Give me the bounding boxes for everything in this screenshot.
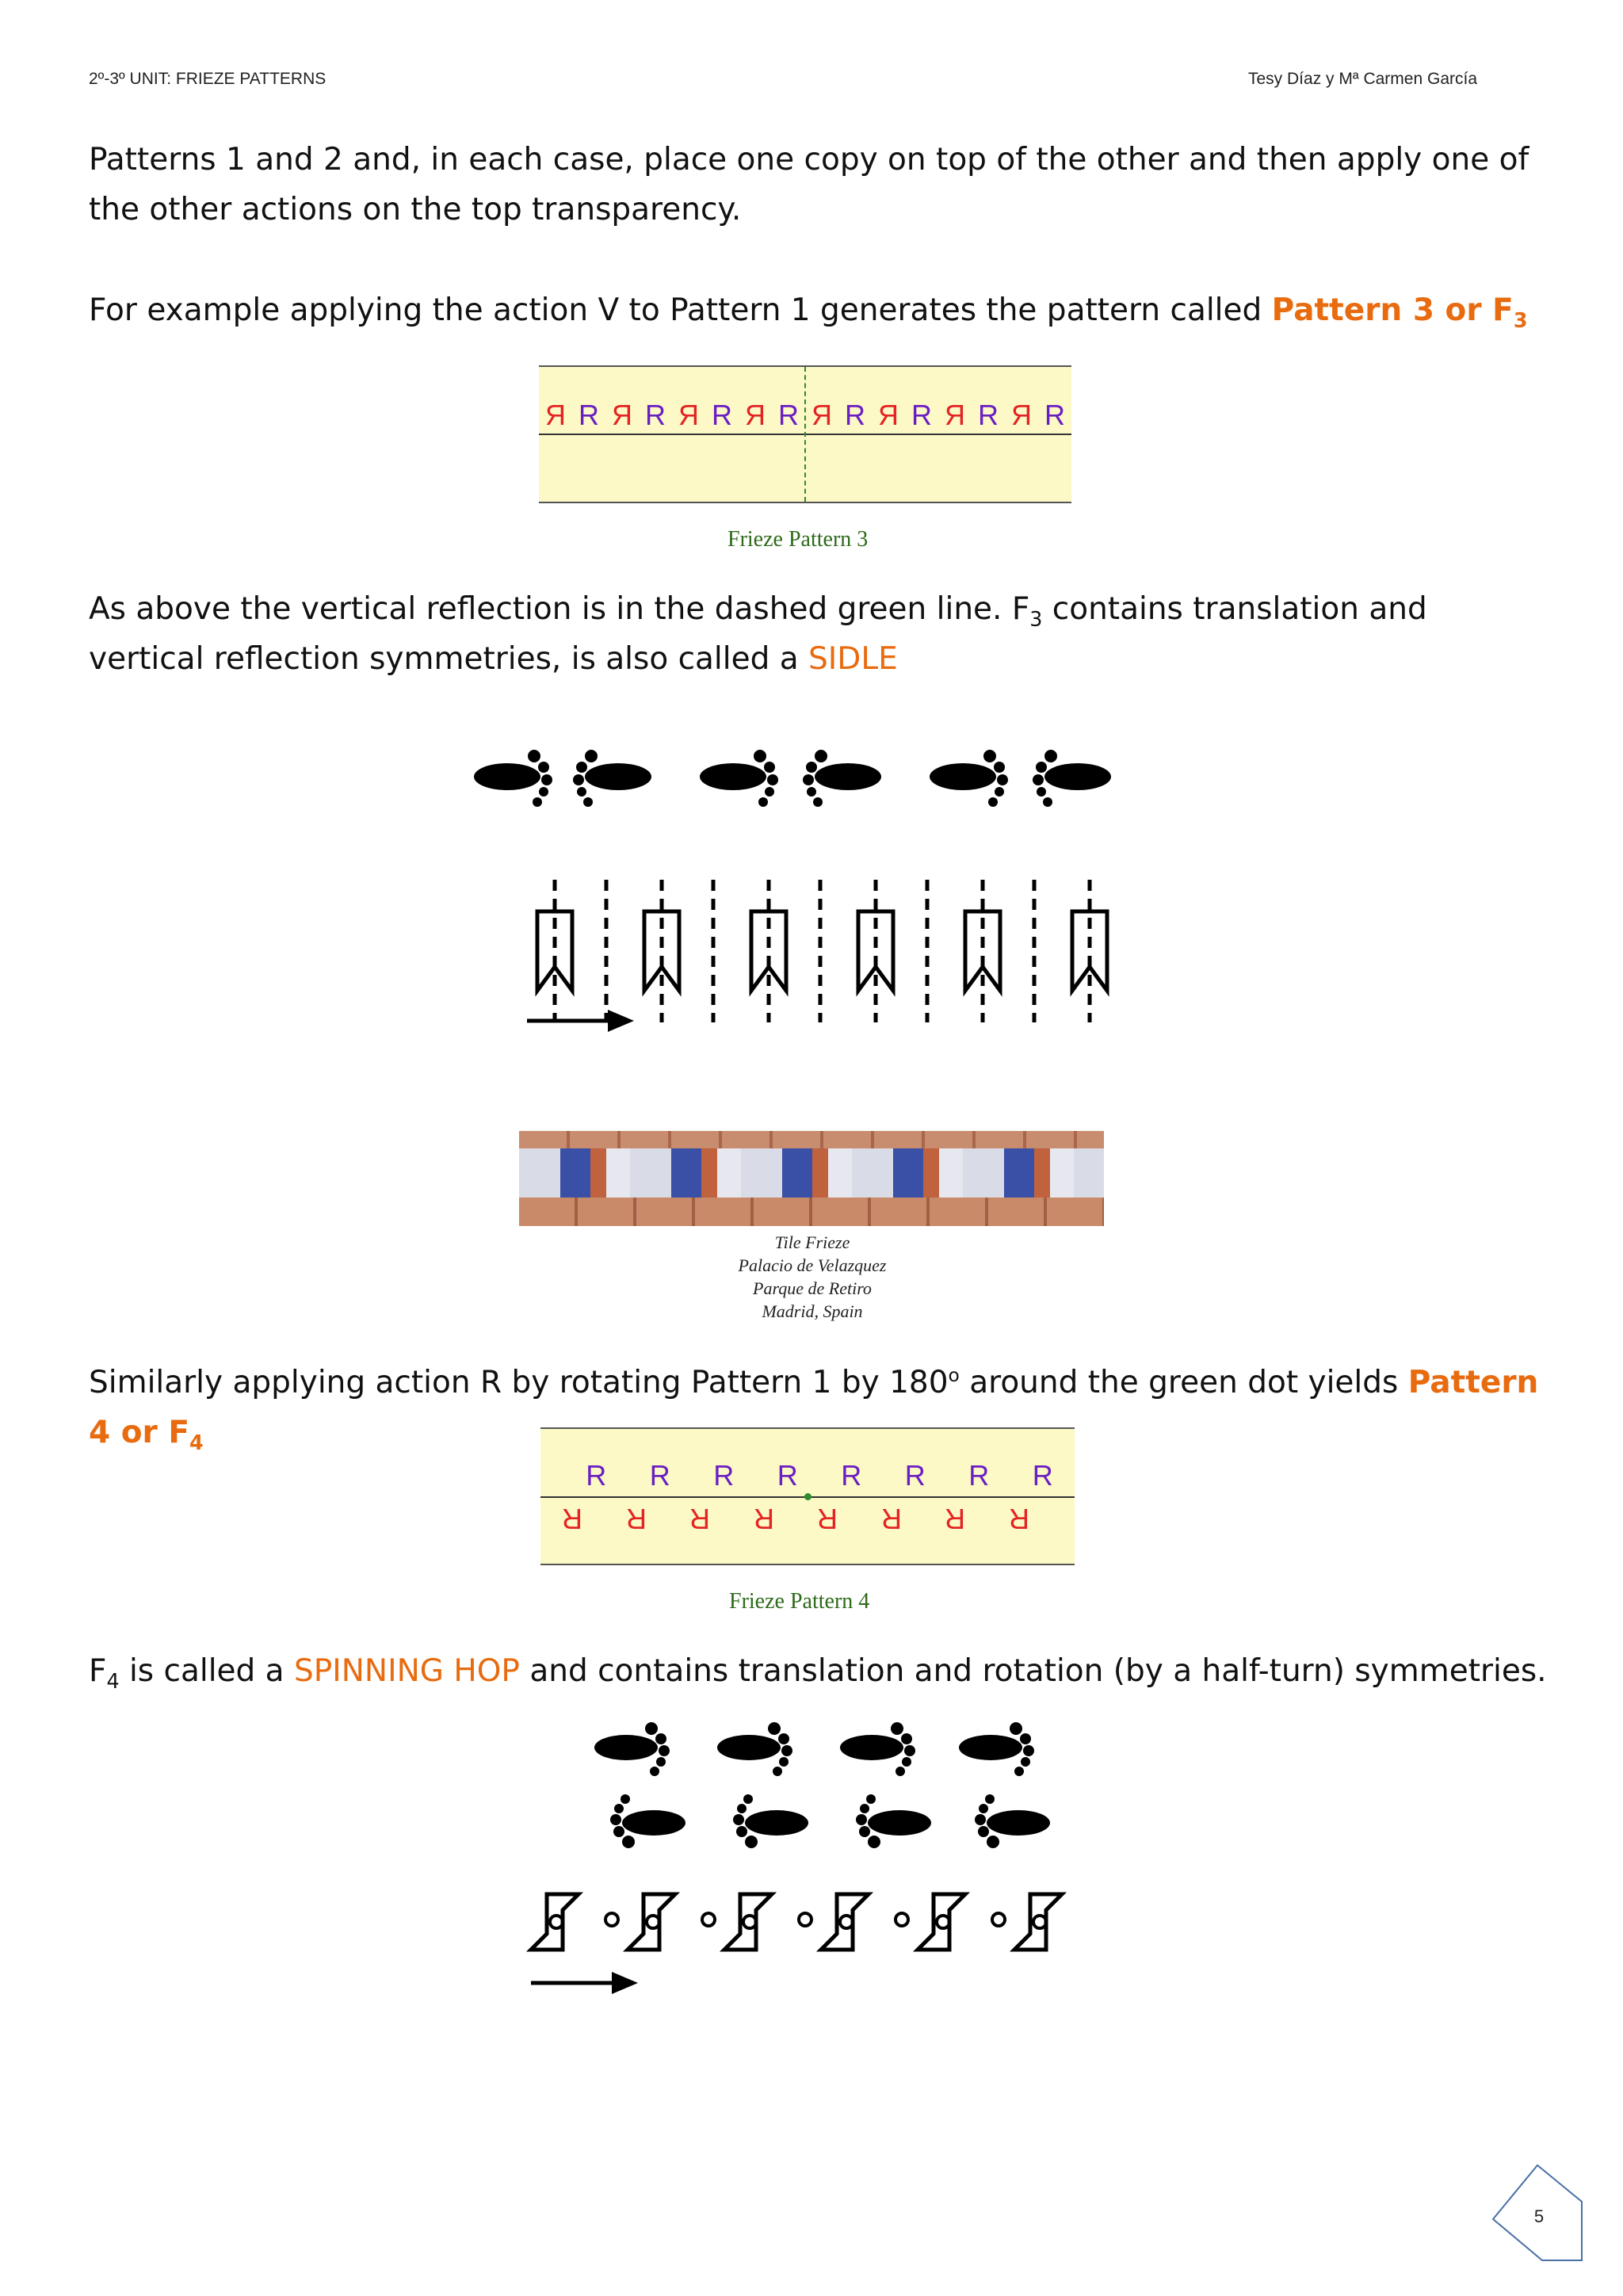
- letter-r: R: [579, 399, 599, 431]
- letter-r: R: [612, 399, 632, 431]
- letter-r: R: [1032, 1459, 1053, 1492]
- letter-r: R: [777, 1459, 798, 1492]
- letter-r: R: [878, 399, 899, 431]
- pattern3-label: Pattern 3 or $F_3$: [1271, 292, 1528, 332]
- letter-r: R: [1011, 399, 1032, 431]
- letter-r: R: [1044, 399, 1065, 431]
- letter-r: R: [845, 399, 865, 431]
- frieze4-top-letters: [540, 1459, 1075, 1492]
- tile-frieze-photo: [519, 1131, 1104, 1226]
- letter-r: R: [904, 1459, 926, 1492]
- letter-r: R: [545, 399, 566, 431]
- rotation-center-dot: [804, 1493, 812, 1500]
- frieze-pattern-4: [540, 1427, 1075, 1565]
- letter-r: R: [911, 399, 932, 431]
- paragraph-rotation: Similarly applying action R by rotating Pattern 1 by 180$^o$ around the green dot yields Pattern 4 or $F_4$: [89, 1364, 1539, 1454]
- letter-r: R: [945, 1503, 966, 1535]
- header-authors: Tesy Díaz y Mª Carmen García: [1248, 70, 1478, 88]
- paragraph-sidle: As above the vertical reflection is in the dashed green line. $F_3$ contains translation and vertical reflection symmetries, is also called a SIDLE: [89, 591, 1427, 677]
- vertical-mirror-line: [804, 367, 806, 502]
- letter-r: R: [812, 399, 832, 431]
- letter-r: R: [678, 399, 699, 431]
- footprints-spinning-hop-illustration: [586, 1712, 1062, 1862]
- letter-r: R: [880, 1503, 902, 1535]
- header-unit-title: 2º-3º UNIT: FRIEZE PATTERNS: [89, 70, 327, 88]
- frieze4-bottom-letters: [540, 1502, 1075, 1535]
- spinning-hop-term: SPINNING HOP: [293, 1653, 520, 1689]
- letter-r: R: [841, 1459, 862, 1492]
- letter-r: R: [645, 399, 666, 431]
- frieze3-caption: Frieze Pattern 3: [727, 527, 869, 552]
- letter-r: R: [745, 399, 766, 431]
- paragraph-example: [89, 285, 1547, 335]
- example-text: For example applying the action V to Pattern 1 generates the pattern called: [89, 292, 1272, 328]
- letter-r: R: [817, 1503, 838, 1535]
- letter-r: R: [586, 1459, 607, 1492]
- letter-r: R: [713, 1459, 735, 1492]
- frieze4-caption: Frieze Pattern 4: [729, 1589, 870, 1614]
- sidle-flag-diagram: [519, 880, 1121, 1038]
- letter-r: R: [689, 1503, 711, 1535]
- letter-r: R: [978, 399, 999, 431]
- frieze-pattern-3: [539, 365, 1071, 503]
- paragraph-spinning-hop: $F_4$ is called a SPINNING HOP and contains translation and rotation (by a half-turn) symmetries.: [89, 1653, 1547, 1693]
- letter-r: R: [945, 399, 965, 431]
- letter-r: R: [968, 1459, 990, 1492]
- page-number: 5: [1533, 2206, 1545, 2226]
- spinning-hop-diagram: [523, 1878, 1094, 2005]
- page-number-badge: [1490, 2162, 1585, 2265]
- letter-r: R: [625, 1503, 647, 1535]
- letter-r: R: [1008, 1503, 1029, 1535]
- pattern4-label: Pattern 4 or $F_4$: [89, 1365, 1539, 1454]
- letter-r: R: [562, 1503, 583, 1535]
- footprints-sidle-illustration: [460, 729, 1157, 824]
- tile-frieze-caption: Tile Frieze Palacio de Velazquez Parque de Retiro Madrid, Spain: [738, 1232, 887, 1321]
- letter-r: R: [778, 399, 799, 431]
- sidle-term: SIDLE: [808, 641, 898, 677]
- letter-r: R: [712, 399, 732, 431]
- paragraph-intro: Patterns 1 and 2 and, in each case, place one copy on top of the other and then apply one of the other actions on the top transparency.: [89, 142, 1529, 227]
- letter-r: R: [649, 1459, 670, 1492]
- letter-r: R: [753, 1503, 774, 1535]
